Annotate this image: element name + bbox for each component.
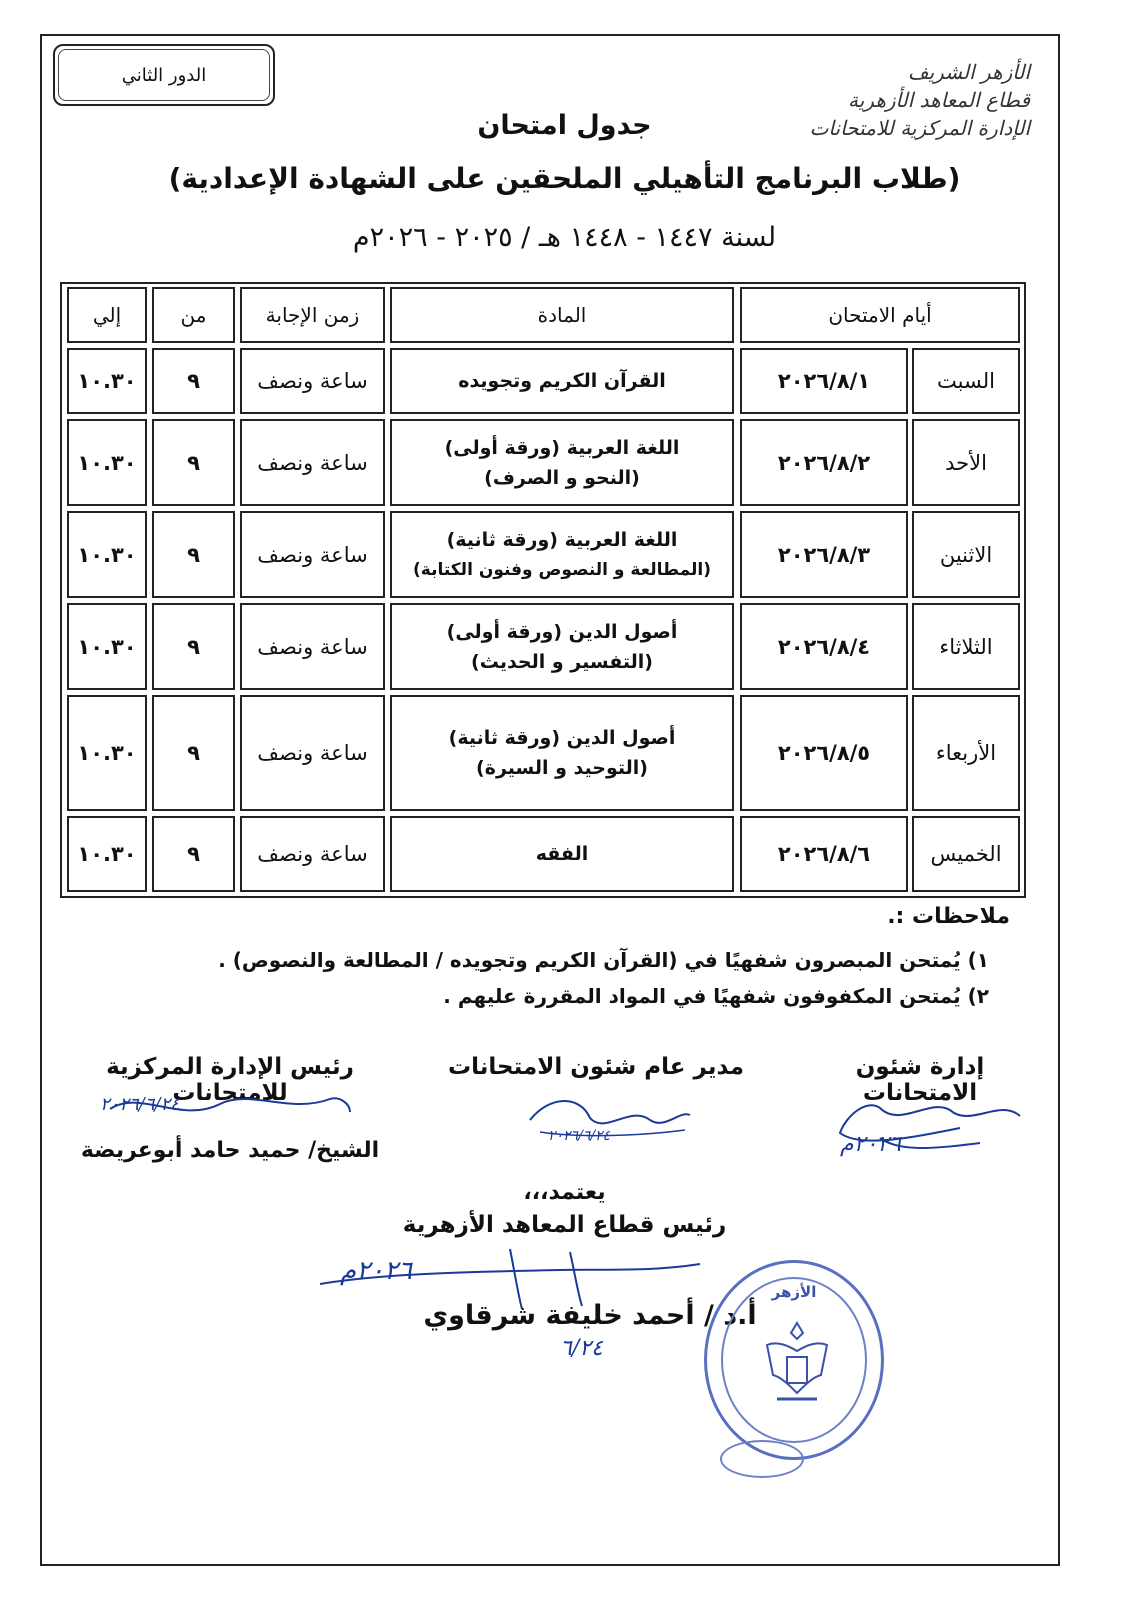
subject-line-2: (التوحيد و السيرة) [476, 757, 648, 779]
approval-hand-date: ٢٠٢٦م [340, 1256, 412, 1286]
row-from: ٩ [152, 511, 235, 598]
subject-line-2: (المطالعة و النصوص وفنون الكتابة) [413, 559, 711, 580]
header-duration: زمن الإجابة [240, 287, 385, 343]
header-to: إلي [67, 287, 147, 343]
row-duration: ساعة ونصف [240, 695, 385, 811]
row-day: الثلاثاء [912, 603, 1020, 690]
row-from: ٩ [152, 603, 235, 690]
exam-round-label [53, 44, 275, 106]
header-line-3: الإدارة المركزية للامتحانات [809, 116, 1030, 140]
subject-line-2: (النحو و الصرف) [484, 466, 640, 489]
document-title: جدول امتحان [477, 110, 652, 141]
seal-label: الأزهر [771, 1283, 817, 1301]
signature-date-exam-affairs: ٢٠٢٦م [840, 1132, 901, 1157]
subject-line-1: القرآن الكريم وتجويده [458, 370, 666, 392]
subject-line-1: أصول الدين (ورقة ثانية) [448, 727, 676, 749]
row-subject [390, 816, 734, 892]
header-line-1: الأزهر الشريف [907, 60, 1030, 84]
row-duration: ساعة ونصف [240, 603, 385, 690]
row-duration: ساعة ونصف [240, 348, 385, 414]
row-to: ١٠.٣٠ [67, 603, 147, 690]
row-from: ٩ [152, 816, 235, 892]
row-to: ١٠.٣٠ [67, 348, 147, 414]
row-to: ١٠.٣٠ [67, 695, 147, 811]
approval-label: يعتمد،،، [523, 1180, 606, 1205]
row-date: ٢٠٢٦/٨/١ [740, 348, 908, 414]
document-subtitle: (طلاب البرنامج التأهيلي الملحقين على الشهادة الإعدادية) [168, 162, 961, 195]
row-date: ٢٠٢٦/٨/٣ [740, 511, 908, 598]
row-subject [390, 511, 734, 598]
row-subject [390, 695, 734, 811]
row-subject [390, 348, 734, 414]
subject-line-1: اللغة العربية (ورقة ثانية) [446, 528, 678, 551]
row-date: ٢٠٢٦/٨/٥ [740, 695, 908, 811]
row-duration: ساعة ونصف [240, 419, 385, 506]
row-day: الاثنين [912, 511, 1020, 598]
row-duration: ساعة ونصف [240, 816, 385, 892]
approval-hand-date-2: ٦/٢٤ [560, 1336, 603, 1361]
row-to: ١٠.٣٠ [67, 419, 147, 506]
approval-title: رئيس قطاع المعاهد الأزهرية [402, 1212, 727, 1238]
row-from: ٩ [152, 419, 235, 506]
row-from: ٩ [152, 695, 235, 811]
subject-line-1: اللغة العربية (ورقة أولى) [444, 436, 680, 459]
subject-line-2: (التفسير و الحديث) [471, 650, 653, 673]
signature-title-general-manager: مدير عام شئون الامتحانات [448, 1054, 744, 1080]
header-days: أيام الامتحان [740, 287, 1020, 343]
row-day: الخميس [912, 816, 1020, 892]
central-head-name: الشيخ/ حميد حامد أبوعريضة [80, 1138, 380, 1163]
signature-title-exam-affairs: إدارة شئون الامتحانات [855, 1054, 985, 1106]
signature-date-central-head: ٢٠٢٦/٦/٢٤ [100, 1094, 180, 1115]
row-subject [390, 419, 734, 506]
row-day: الأربعاء [912, 695, 1020, 811]
exam-schedule-table [60, 282, 1026, 898]
academic-year: لسنة ١٤٤٧ - ١٤٤٨ هـ / ٢٠٢٥ - ٢٠٢٦م [352, 222, 777, 253]
row-date: ٢٠٢٦/٨/٢ [740, 419, 908, 506]
round-label-text: الدور الثاني [121, 64, 207, 86]
seal-bottom-stamp [720, 1440, 804, 1478]
row-date: ٢٠٢٦/٨/٤ [740, 603, 908, 690]
header-from: من [152, 287, 235, 343]
header-subject: المادة [390, 287, 734, 343]
approval-name: أ.د / أحمد خليفة شرقاوي [423, 1300, 757, 1331]
row-date: ٢٠٢٦/٨/٦ [740, 816, 908, 892]
row-duration: ساعة ونصف [240, 511, 385, 598]
row-to: ١٠.٣٠ [67, 511, 147, 598]
note-item-1: ١) يُمتحن المبصرون شفهيًا في (القرآن الكريم وتجويده / المطالعة والنصوص) . [218, 948, 989, 972]
signature-title-central-head: رئيس الإدارة المركزية للامتحانات [106, 1054, 354, 1106]
row-subject [390, 603, 734, 690]
row-to: ١٠.٣٠ [67, 816, 147, 892]
note-item-2: ٢) يُمتحن المكفوفون شفهيًا في المواد المقررة عليهم . [443, 984, 989, 1008]
eagle-emblem-icon [757, 1315, 837, 1411]
signature-date-general-manager: ٢٠٢٦/٦/٢٤ [548, 1128, 611, 1144]
notes-title: ملاحظات :. [887, 904, 1010, 929]
subject-line-1: الفقه [535, 843, 589, 865]
row-day: الأحد [912, 419, 1020, 506]
row-day: السبت [912, 348, 1020, 414]
row-from: ٩ [152, 348, 235, 414]
subject-line-1: أصول الدين (ورقة أولى) [446, 620, 678, 643]
official-seal [704, 1260, 884, 1460]
header-line-2: قطاع المعاهد الأزهرية [848, 88, 1030, 112]
